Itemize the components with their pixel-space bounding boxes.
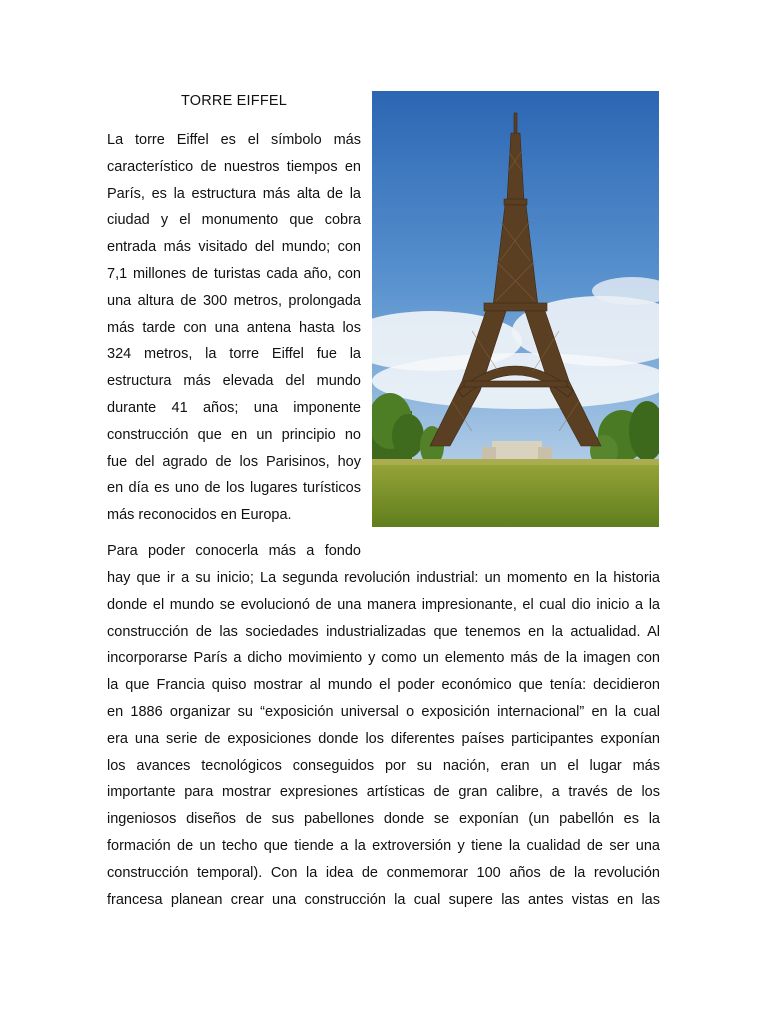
body-line: hay que ir a su inicio; La segunda revolución industrial: un momento en la historia <box>107 570 660 586</box>
body-line: francesa planean crear una construcción la cual supere las antes vistas en las <box>107 891 660 908</box>
intro-line: París, es la estructura más alta de la <box>107 185 361 202</box>
intro-paragraph <box>107 127 361 529</box>
body-line: la que Francia quiso mostrar al mundo el poder económico que tenía: decidieron <box>107 677 660 694</box>
body-line: ingeniosos diseños de sus pabellones donde se exponían (un pabellón es la <box>107 811 660 828</box>
intro-line: estructura más elevada del mundo <box>107 373 361 390</box>
intro-line: en día es uno de los lugares turísticos <box>107 480 361 497</box>
second-paragraph <box>107 565 660 913</box>
second-paragraph-lead: Para poder conocerla más a fondo <box>107 543 361 559</box>
intro-line: característico de nuestros tiempos en <box>107 158 361 175</box>
intro-line: fue del agrado de los Parisinos, hoy <box>107 453 361 470</box>
body-line: en 1886 organizar su “exposición universal o exposición internacional” en la cual <box>107 703 660 720</box>
intro-line: ciudad y el monumento que cobra <box>107 212 361 229</box>
body-line: donde el mundo se evolucionó de una manera impresionante, el cual dio inicio a la <box>107 596 660 613</box>
intro-line: La torre Eiffel es el símbolo más <box>107 132 361 148</box>
body-line: importante para mostrar expresiones artísticas de gran calibre, a través de los <box>107 784 660 801</box>
intro-line: durante 41 años; una imponente <box>107 399 361 416</box>
intro-line: construcción que en un principio no <box>107 426 361 443</box>
intro-line: 324 metros, la torre Eiffel fue la <box>107 346 361 363</box>
body-line: construcción temporal). Con la idea de conmemorar 100 años de la revolución <box>107 864 660 881</box>
intro-line: 7,1 millones de turistas cada año, con <box>107 265 361 282</box>
intro-line: una altura de 300 metros, prolongada <box>107 292 361 309</box>
body-line: era una serie de exposiciones donde los diferentes países participantes exponían <box>107 730 660 747</box>
intro-line: entrada más visitado del mundo; con <box>107 239 361 256</box>
eiffel-tower-photo <box>372 91 659 527</box>
intro-line: más tarde con una antena hasta los <box>107 319 361 336</box>
intro-line: más reconocidos en Europa. <box>107 507 292 524</box>
body-line: los avances tecnológicos conseguidos por su nación, eran un el lugar más <box>107 757 660 774</box>
body-line: construcción de las sociedades industrializadas que tenemos en la actualidad. Al <box>107 623 660 640</box>
body-line: formación de un techo que tiende a la extroversión y tiene la cualidad de ser una <box>107 837 660 854</box>
document-title: TORRE EIFFEL <box>180 93 288 109</box>
body-line: incorporarse París a dicho movimiento y como un elemento más de la imagen con <box>107 650 660 667</box>
